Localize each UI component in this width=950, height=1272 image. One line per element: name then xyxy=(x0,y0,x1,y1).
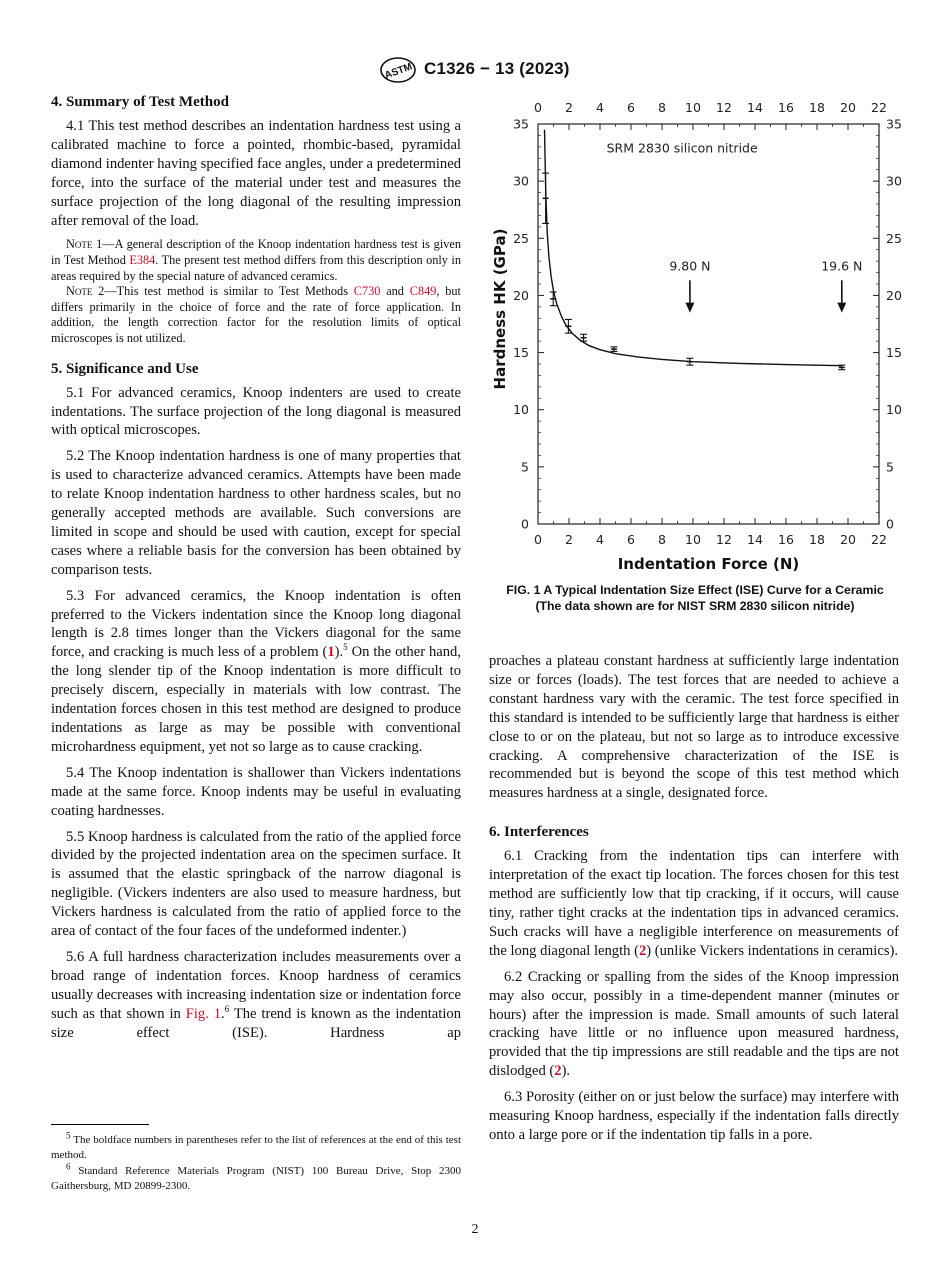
chart-annotation: 19.6 N xyxy=(821,258,863,274)
y-tick-label-right: 35 xyxy=(886,116,902,132)
page-header xyxy=(0,57,950,85)
note-2-and: and xyxy=(380,284,410,299)
y-tick-label-left: 35 xyxy=(513,116,529,132)
x-tick-label-bottom: 6 xyxy=(627,532,635,547)
footnote-5 xyxy=(51,1130,461,1162)
footnote-5-text: The boldface numbers in parentheses refer to the list of references at the end of this test method. xyxy=(51,1134,461,1161)
para-5-6-text-c: The trend is known as the indentation size effect (ISE). Hardness ap xyxy=(51,1005,461,1041)
link-fig-1[interactable]: Fig. 1 xyxy=(185,1005,222,1022)
section-4-heading: 4. Summary of Test Method xyxy=(51,94,229,110)
chart-svg xyxy=(489,94,909,580)
caption-line-2: (The data shown are for NIST SRM 2830 silicon nitride) xyxy=(535,599,855,613)
para-5-4: 5.4 The Knoop indentation is shallower than Vickers indentations made at the same force. Knoop indents may be useful in evaluating coating hardnesses. xyxy=(51,764,461,819)
x-tick-label-top: 12 xyxy=(716,100,732,115)
x-tick-label-bottom: 2 xyxy=(565,532,573,547)
chart-annotation: SRM 2830 silicon nitride xyxy=(606,140,758,156)
y-tick-label-left: 10 xyxy=(513,402,529,418)
link-c849[interactable]: C849 xyxy=(409,284,437,299)
x-tick-label-top: 2 xyxy=(565,100,573,115)
para-6-2-text-b: ). xyxy=(561,1063,571,1080)
y-tick-label-left: 20 xyxy=(513,287,529,303)
note-1 xyxy=(51,237,461,284)
y-tick-label-left: 15 xyxy=(513,345,529,361)
x-tick-label-top: 6 xyxy=(627,100,635,115)
para-6-3: 6.3 Porosity (either on or just below the surface) may interfere with measuring Knoop hardness, especially if the indentation falls directly onto a large pore or if the indentation tip falls in a pore. xyxy=(489,1089,899,1143)
para-5-6-text-a: 5.6 A full hardness characterization includes measurements over a broad range of indentation forces. Knoop hardness of ceramics usually decreases with increasing indentation size or indentation force such as that shown in xyxy=(51,948,461,1022)
note-2-label: Note xyxy=(66,284,93,299)
standard-designation: C1326 − 13 (2023) xyxy=(424,59,570,78)
para-6-2 xyxy=(489,968,899,1081)
para-5-3-text-c: On the other hand, the long slender tip of the Knoop indentation is more difficult to precisely discern, especially in materials with low contrast. The indentation forces chosen in this test method are designed to produce indentations as large as may be possible with conventional microhardness equipment, yet not so large as to cause cracking. xyxy=(51,644,461,755)
ref-1-link[interactable]: 1 xyxy=(327,644,335,661)
x-tick-label-bottom: 0 xyxy=(534,532,542,547)
para-5-2: 5.2 The Knoop indentation hardness is one of many properties that is used to characterize advanced ceramics. Attempts have been made to relate Knoop indentation hardness to other hardness scales, but no generally accepted methods are available. Such conversions are limited in scope and should be used with caution, except for special cases where a reliable basis for the conversion has been obtained by comparison tests. xyxy=(51,448,461,578)
x-tick-label-bottom: 22 xyxy=(871,532,887,547)
y-axis-label: Hardness HK (GPa) xyxy=(491,228,509,390)
fit-curve xyxy=(545,130,842,366)
y-tick-label-left: 5 xyxy=(521,459,529,475)
footnote-5-mark: 5 xyxy=(343,642,348,653)
link-e384[interactable]: E384 xyxy=(129,253,156,268)
y-tick-label-right: 30 xyxy=(886,173,902,189)
y-tick-label-right: 25 xyxy=(886,230,902,246)
footnote-6-num: 6 xyxy=(66,1161,71,1172)
x-tick-label-bottom: 14 xyxy=(747,532,763,547)
y-tick-label-right: 15 xyxy=(886,345,902,361)
astm-logo-icon xyxy=(379,57,417,83)
note-1-text-a: 1—A general description of the Knoop indentation hardness test is given in Test Method xyxy=(51,237,461,268)
footnote-5-num: 5 xyxy=(66,1130,71,1141)
y-tick-label-left: 0 xyxy=(521,516,529,532)
para-5-3-text-b: ). xyxy=(334,644,344,661)
para-6-2-text-a: 6.2 Cracking or spalling from the sides of the Knoop impression may also occur, possibly in a time-dependent manner (minutes or hours) after the impression is made. Small amounts of such lateral cracking have little or no influence upon measured hardness, provided that the tip impressions are still readable and the tips are not dislodged ( xyxy=(489,968,899,1080)
footnotes xyxy=(51,1130,461,1195)
left-column xyxy=(51,92,461,1050)
x-axis-label: Indentation Force (N) xyxy=(617,555,800,573)
x-tick-label-bottom: 16 xyxy=(778,532,794,547)
footnote-rule xyxy=(51,1124,149,1125)
footnote-6-mark: 6 xyxy=(224,1003,230,1014)
x-tick-label-top: 16 xyxy=(778,100,794,115)
link-c730[interactable]: C730 xyxy=(353,284,381,299)
y-tick-label-right: 0 xyxy=(886,516,894,532)
para-5-3 xyxy=(51,587,461,757)
x-tick-label-top: 20 xyxy=(840,100,856,115)
para-6-1-text-a: 6.1 Cracking from the indentation tips can interfere with interpretation of the exact tip location. The forces chosen for this test method are sufficiently low that tip cracking, if it occurs, will cause tiny, rather tight cracks at the indentation tips in advanced ceramics. Such cracks will have a negligible interference on measurements of the long diagonal length ( xyxy=(489,848,899,959)
para-4-1: 4.1 This test method describes an indentation hardness test using a calibrated machine to force a pointed, rhombic-based, pyramidal diamond indenter having specified face angles, under a predetermined force, into the surface of the material under test and measures the surface projection of the long diagonal of the resulting impression after removal of the load. xyxy=(51,118,461,229)
section-5-heading: 5. Significance and Use xyxy=(51,360,199,377)
para-5-6 xyxy=(51,948,461,1043)
note-2-text-a: 2—This test method is similar to Test Methods xyxy=(92,284,354,299)
figure-1-caption xyxy=(485,582,905,614)
note-1-text-b: . The present test method differs from this description only in areas required by the special nature of advanced ceramics. xyxy=(51,253,461,283)
x-tick-label-bottom: 10 xyxy=(685,532,701,547)
para-5-6-text-b: . xyxy=(221,1005,225,1022)
x-tick-label-top: 8 xyxy=(658,100,666,115)
annotation-arrow-head xyxy=(837,303,846,313)
ref-2-link[interactable]: 2 xyxy=(638,942,647,959)
note-2 xyxy=(51,284,461,346)
x-tick-label-top: 0 xyxy=(534,100,542,115)
x-tick-label-bottom: 8 xyxy=(658,532,666,547)
y-tick-label-left: 25 xyxy=(513,230,529,246)
x-tick-label-top: 18 xyxy=(809,100,825,115)
para-6-1 xyxy=(489,847,899,960)
footnote-6-text: Standard Reference Materials Program (NIST) 100 Bureau Drive, Stop 2300 Gaithersburg, MD 20899-2300. xyxy=(51,1165,461,1192)
para-5-6-continued: proaches a plateau constant hardness at sufficiently large indentation size or forces (loads). The test forces that are needed to achieve a constant hardness vary with the ceramic. The test force specified in this standard is intended to be sufficiently large that hardness is either close to or on the plateau, but not so large as to introduce excessive cracking. A comprehensive characterization of the ISE is recommended but is beyond the scope of this test method which measures hardness at a single, designated force. xyxy=(489,653,899,802)
annotation-arrow-head xyxy=(685,303,694,313)
plot-frame xyxy=(538,124,879,524)
chart-annotation: 9.80 N xyxy=(669,258,711,274)
x-tick-label-bottom: 20 xyxy=(840,532,856,547)
note-1-label: Note xyxy=(66,237,93,252)
x-tick-label-bottom: 12 xyxy=(716,532,732,547)
section-6-heading: 6. Interferences xyxy=(489,824,589,841)
footnote-6 xyxy=(51,1161,461,1193)
y-tick-label-left: 30 xyxy=(513,173,529,189)
y-tick-label-right: 20 xyxy=(886,287,902,303)
para-5-1: 5.1 For advanced ceramics, Knoop indenters are used to create indentations. The surface projection of the long diagonal is measured with optical microscopes. xyxy=(51,384,461,439)
figure-1-chart xyxy=(489,94,909,580)
para-5-5: 5.5 Knoop hardness is calculated from the ratio of the applied force divided by the projected indentation area on the specimen surface. It is assumed that the elastic springback of the narrow diagonal is negligible. (Vickers indenters are also used to measure hardness, but Vickers hardness is calculated from the ratio of applied force to the area of contact of the four faces of the undeformed indenter.) xyxy=(51,828,461,940)
caption-line-1: FIG. 1 A Typical Indentation Size Effect (ISE) Curve for a Ceramic xyxy=(506,583,884,597)
x-tick-label-bottom: 18 xyxy=(809,532,825,547)
note-2-text-b: , but differs primarily in the choice of force and the rate of force application. In addition, the length correction factor for the resolution limits of optical microscopes is not utilized. xyxy=(51,284,461,345)
right-column xyxy=(489,652,899,1152)
para-6-1-text-b: ) (unlike Vickers indentations in ceramics). xyxy=(646,942,899,959)
logo-text: ASTM xyxy=(383,61,414,82)
x-tick-label-top: 4 xyxy=(596,100,604,115)
x-tick-label-bottom: 4 xyxy=(596,532,604,547)
para-5-3-text-a: 5.3 For advanced ceramics, the Knoop indentation is often preferred to the Vickers indentation since the Knoop long diagonal length is 2.8 times longer than the Vickers diagonal for the same force, and cracking is much less of a problem ( xyxy=(51,587,461,661)
y-tick-label-right: 5 xyxy=(886,459,894,475)
x-tick-label-top: 10 xyxy=(685,100,701,115)
y-tick-label-right: 10 xyxy=(886,402,902,418)
x-tick-label-top: 14 xyxy=(747,100,763,115)
x-tick-label-top: 22 xyxy=(871,100,887,115)
page-number: 2 xyxy=(471,1222,479,1237)
ref-2-link-b[interactable]: 2 xyxy=(554,1063,562,1080)
